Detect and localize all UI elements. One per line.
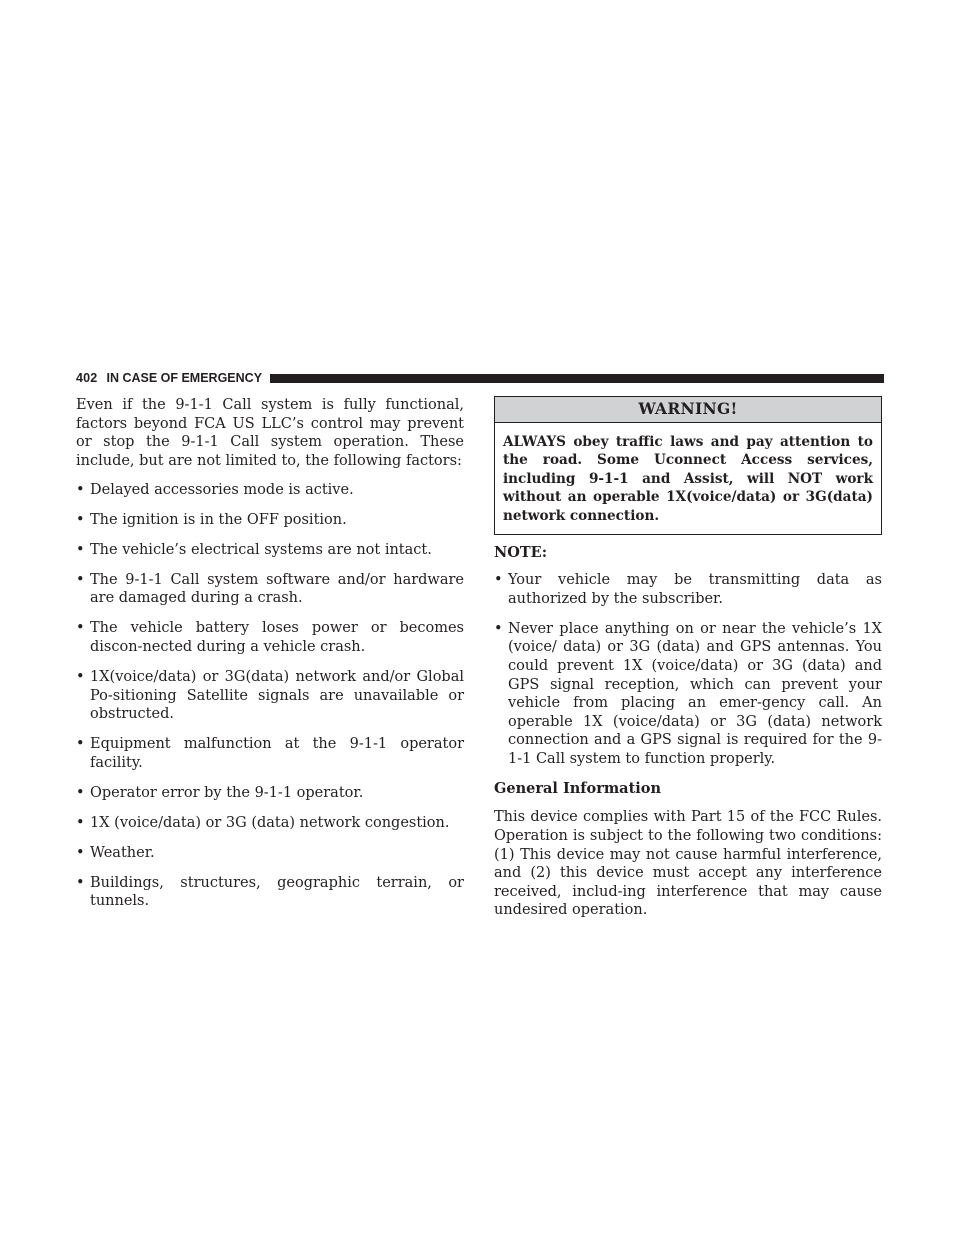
page-number: 402 [76,371,98,385]
list-item: • Equipment malfunction at the 9-1-1 operator facility. [76,736,464,771]
warning-box [494,396,882,535]
bullet-icon: • [494,620,503,637]
page-header [76,370,884,386]
bullet-icon: • [76,784,85,801]
list-item: • 1X (voice/data) or 3G (data) network congestion. [76,814,450,831]
note-list [494,571,882,768]
bullet-icon: • [76,814,85,831]
list-item: • Never place anything on or near the vehicle’s 1X (voice/ data) or 3G (data) and GPS antennas. You could prevent 1X (voice/data) or 3G (data) and GPS signal reception, which can prevent your vehicle from placing an emer-gency call. An operable 1X (voice/data) or 3G (data) network connection and a GPS signal is required for the 9-1-1 Call system to function properly. [494,620,882,767]
bullet-icon: • [76,668,85,685]
header-rule [270,374,884,383]
note-label: NOTE: [494,543,548,561]
list-item: • The vehicle battery loses power or becomes discon-nected during a vehicle crash. [76,620,464,655]
right-column [494,396,882,931]
bullet-icon: • [76,736,85,753]
list-item: • Weather. [76,844,155,861]
list-item: • 1X(voice/data) or 3G(data) network and/or Global Po-sitioning Satellite signals are unavailable or obstructed. [76,668,464,723]
left-column [76,396,464,922]
list-item: • Your vehicle may be transmitting data as authorized by the subscriber. [494,572,882,607]
general-info-paragraph: This device complies with Part 15 of the FCC Rules. Operation is subject to the following two conditions: (1) This device may not cause harmful interference, and (2) this device must accept any interference received, includ-ing interference that may cause undesired operation. [494,809,882,919]
bullet-icon: • [76,571,85,588]
list-item: • The 9-1-1 Call system software and/or hardware are damaged during a crash. [76,571,464,607]
list-item: • The ignition is in the OFF position. [76,511,347,528]
section-title: IN CASE OF EMERGENCY [106,371,263,385]
list-item: • Operator error by the 9-1-1 operator. [76,784,364,801]
bullet-icon: • [76,481,85,498]
bullet-icon: • [494,572,503,589]
warning-title: WARNING! [495,397,881,423]
list-item: • The vehicle’s electrical systems are not intact. [76,541,432,558]
bullet-icon: • [76,620,85,637]
list-item: • Buildings, structures, geographic terrain, or tunnels. [76,874,464,910]
factor-list [76,481,464,911]
bullet-icon: • [76,874,85,891]
bullet-icon: • [76,541,85,558]
intro-paragraph: Even if the 9-1-1 Call system is fully functional, factors beyond FCA US LLC’s control may prevent or stop the 9-1-1 Call system operation. These include, but are not limited to, the following factors: [76,397,464,469]
bullet-icon: • [76,844,85,861]
warning-text: ALWAYS obey traffic laws and pay attention to the road. Some Uconnect Access services, including 9-1-1 and Assist, will NOT work without an operable 1X(voice/data) or 3G(data) network connection. [503,433,873,524]
general-info-heading: General Information [494,779,661,797]
list-item: • Delayed accessories mode is active. [76,481,354,498]
bullet-icon: • [76,511,85,528]
